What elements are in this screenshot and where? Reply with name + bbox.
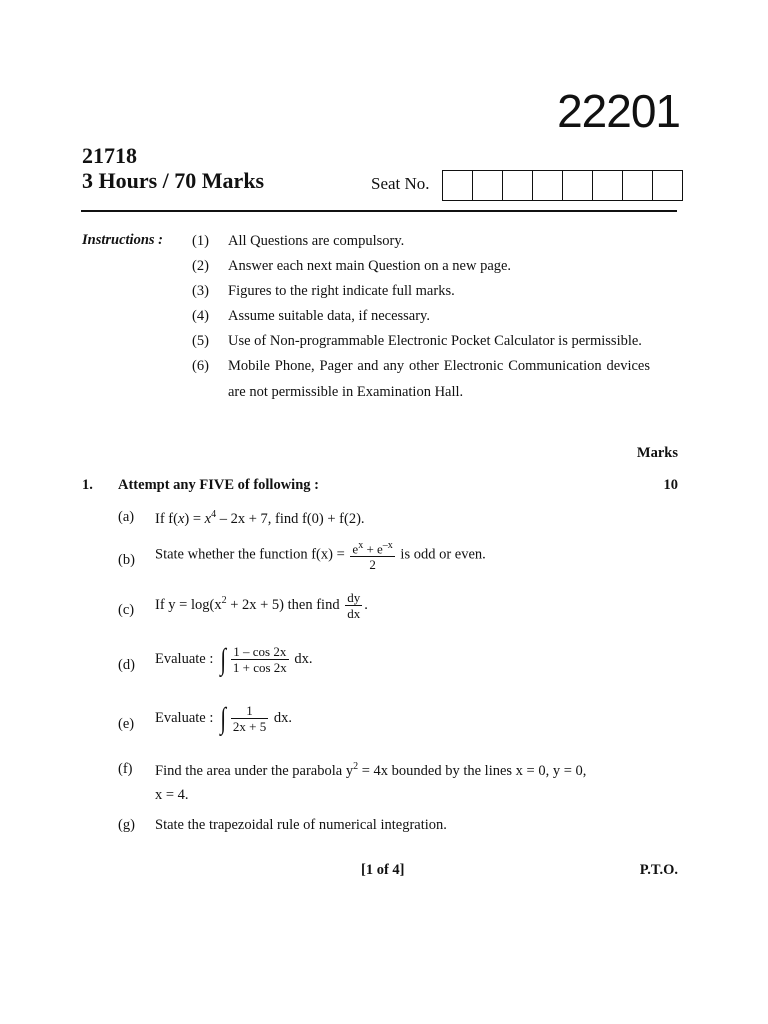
exponent: –x [382, 540, 393, 551]
seat-box[interactable] [473, 171, 503, 200]
sub-question-b [155, 538, 486, 572]
numerator: dy [347, 590, 361, 605]
text-part: If f( [155, 510, 178, 527]
text-part: ) = [184, 510, 205, 527]
sub-question-label: (a) [118, 509, 135, 525]
exam-code: 21718 [82, 143, 137, 168]
exponent: 2 [221, 595, 227, 606]
seat-box[interactable] [503, 171, 533, 200]
instructions-title: Instructions : [82, 232, 163, 248]
text-part: Find the area under the parabola y [155, 762, 354, 779]
question-marks: 10 [663, 477, 678, 493]
sub-question-c [155, 590, 368, 621]
sub-question-label: (e) [118, 716, 135, 732]
seat-box[interactable] [443, 171, 473, 200]
sub-question-f [155, 761, 643, 804]
instruction-number: (1) [192, 233, 209, 249]
instruction-text: Use of Non-programmable Electronic Pocket Calculator is permissible. [228, 333, 642, 349]
instruction-number: (3) [192, 283, 209, 299]
text-line [155, 761, 643, 780]
instruction-text: Mobile Phone, Pager and any other Electronic Communication devices are not permissible in Examination Hall. [228, 358, 650, 400]
page-number: [1 of 4] [361, 862, 405, 878]
sub-question-d [155, 644, 313, 675]
sub-question-e [155, 703, 292, 734]
text-part: State whether the function f(x) = [155, 546, 345, 563]
question-title: Attempt any FIVE of following : [118, 477, 319, 493]
text-part: = 4x bounded by the lines x = 0, y = 0, [358, 762, 587, 779]
seat-label: Seat No. [371, 174, 430, 193]
exponent: x [358, 540, 364, 551]
num-part: + e [363, 541, 383, 557]
seat-box[interactable] [593, 171, 623, 200]
denominator: 2x + 5 [232, 719, 267, 734]
fraction [350, 538, 394, 572]
text-part: dx. [294, 650, 313, 667]
fraction [231, 644, 289, 675]
seat-box[interactable] [533, 171, 563, 200]
text-part: . [364, 596, 368, 613]
seat-number-boxes[interactable] [442, 170, 683, 201]
instruction-text: All Questions are compulsory. [228, 233, 405, 249]
denominator: 1 + cos 2x [232, 660, 287, 675]
numerator: 1 [231, 703, 268, 719]
denominator: dx [347, 606, 361, 621]
duration-marks: 3 Hours / 70 Marks [82, 168, 265, 193]
text-part [155, 761, 586, 780]
pto-label: P.T.O. [639, 862, 678, 878]
sub-question-label: (c) [118, 602, 135, 618]
integral-sign: ∫ [220, 642, 227, 676]
sub-question-label: (b) [118, 552, 135, 568]
var-x: x [177, 510, 185, 527]
exponent: 2 [353, 761, 359, 772]
seat-box[interactable] [563, 171, 593, 200]
sub-question-g: State the trapezoidal rule of numerical integration. [155, 817, 447, 833]
seat-box[interactable] [653, 171, 683, 200]
denominator: 2 [369, 557, 376, 573]
question-number: 1. [82, 477, 93, 493]
marks-heading: Marks [636, 445, 678, 461]
instruction-number: (2) [192, 258, 209, 274]
fraction [345, 590, 362, 621]
num-part: e [352, 541, 359, 557]
header-divider [81, 210, 677, 212]
text-part: Evaluate : [155, 709, 214, 726]
instruction-number: (4) [192, 308, 209, 324]
sub-question-label: (d) [118, 657, 135, 673]
text-part: dx. [273, 709, 292, 726]
instruction-text: Figures to the right indicate full marks. [228, 283, 455, 299]
sub-question-a [155, 509, 365, 528]
text-part: + 2x + 5) then find [226, 596, 340, 613]
var-x: x [204, 510, 212, 527]
numerator [350, 538, 394, 557]
seat-box[interactable] [623, 171, 653, 200]
text-part: Evaluate : [155, 650, 214, 667]
integral-sign: ∫ [220, 701, 227, 735]
instruction-number: (5) [192, 333, 209, 349]
sub-question-label: (f) [118, 761, 133, 777]
text-part: If y = log(x [155, 596, 222, 613]
fraction [231, 703, 268, 734]
sub-question-label: (g) [118, 817, 135, 833]
instruction-text: Assume suitable data, if necessary. [228, 308, 430, 324]
instruction-number: (6) [192, 358, 209, 374]
instruction-text: Answer each next main Question on a new page. [228, 258, 512, 274]
numerator: 1 – cos 2x [231, 644, 289, 660]
exponent: 4 [211, 509, 217, 520]
text-line: x = 4. [155, 786, 189, 803]
text-part: – 2x + 7, find f(0) + f(2). [216, 510, 365, 527]
paper-code: 22201 [557, 85, 680, 137]
text-part: is odd or even. [400, 546, 486, 563]
